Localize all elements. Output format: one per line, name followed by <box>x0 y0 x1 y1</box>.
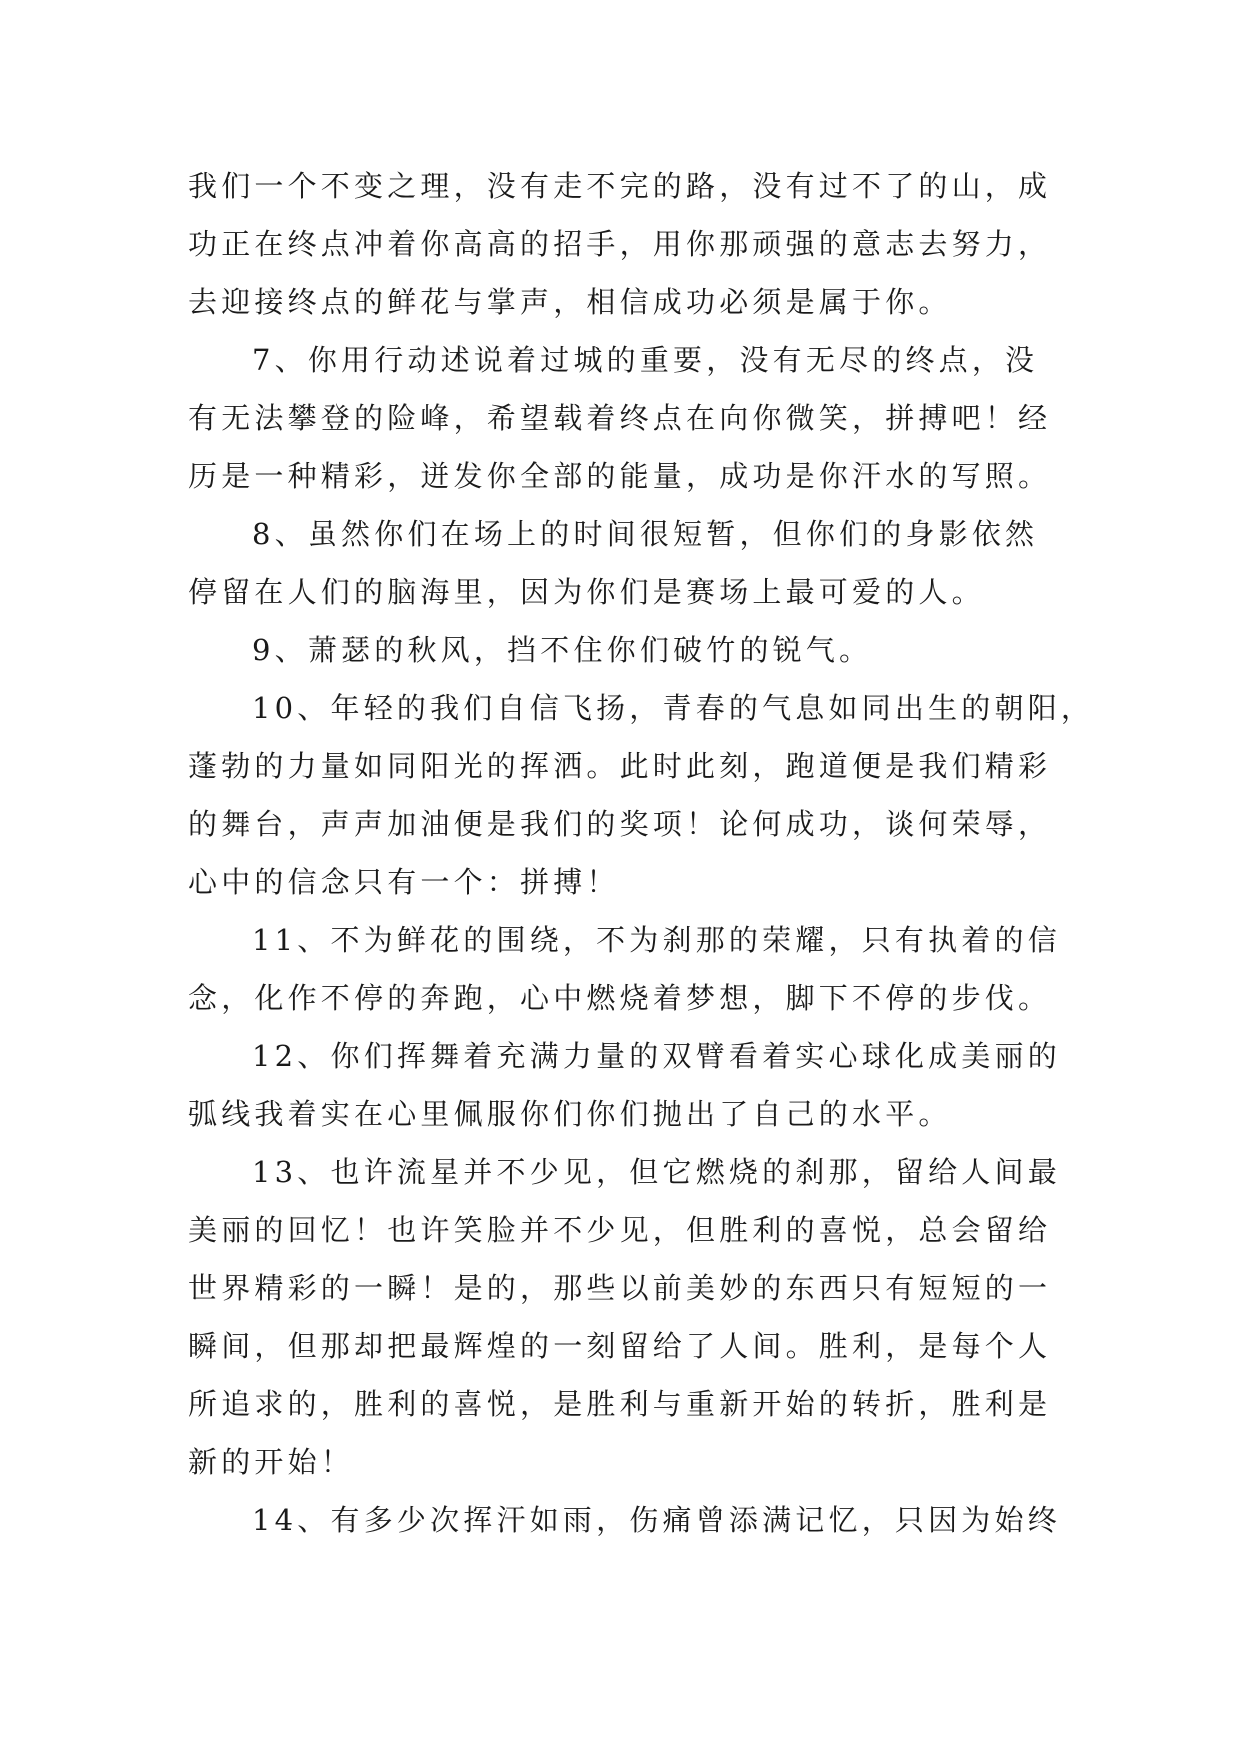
text-line: 所追求的，胜利的喜悦，是胜利与重新开始的转折，胜利是 <box>188 1387 1052 1421</box>
text-line: 历是一种精彩，迸发你全部的能量，成功是你汗水的写照。 <box>188 459 1052 493</box>
text-line: 有无法攀登的险峰，希望载着终点在向你微笑，拼搏吧！经 <box>188 401 1052 435</box>
paragraph-start-10: 10、年轻的我们自信飞扬，青春的气息如同出生的朝阳， <box>252 691 1095 725</box>
text-line: 的舞台，声声加油便是我们的奖项！论何成功，谈何荣辱， <box>188 807 1052 841</box>
paragraph-start-14: 14、有多少次挥汗如雨，伤痛曾添满记忆，只因为始终 <box>252 1503 1061 1537</box>
paragraph-start-12: 12、你们挥舞着充满力量的双臂看着实心球化成美丽的 <box>252 1039 1061 1073</box>
text-line: 瞬间，但那却把最辉煌的一刻留给了人间。胜利，是每个人 <box>188 1329 1052 1363</box>
paragraph-start-7: 7、你用行动述说着过城的重要，没有无尽的终点，没 <box>252 343 1039 377</box>
text-line: 美丽的回忆！也许笑脸并不少见，但胜利的喜悦，总会留给 <box>188 1213 1052 1247</box>
text-line: 我们一个不变之理，没有走不完的路，没有过不了的山，成 <box>188 169 1052 203</box>
paragraph-start-11: 11、不为鲜花的围绕，不为刹那的荣耀，只有执着的信 <box>252 923 1061 957</box>
text-line: 心中的信念只有一个：拼搏！ <box>188 865 620 899</box>
text-line: 新的开始！ <box>188 1445 355 1479</box>
text-line: 念，化作不停的奔跑，心中燃烧着梦想，脚下不停的步伐。 <box>188 981 1052 1015</box>
text-line: 停留在人们的脑海里，因为你们是赛场上最可爱的人。 <box>188 575 985 609</box>
paragraph-start-8: 8、虽然你们在场上的时间很短暂，但你们的身影依然 <box>252 517 1039 551</box>
text-line: 蓬勃的力量如同阳光的挥洒。此时此刻，跑道便是我们精彩 <box>188 749 1052 783</box>
text-line: 世界精彩的一瞬！是的，那些以前美妙的东西只有短短的一 <box>188 1271 1052 1305</box>
text-line: 去迎接终点的鲜花与掌声，相信成功必须是属于你。 <box>188 285 952 319</box>
paragraph-start-13: 13、也许流星并不少见，但它燃烧的刹那，留给人间最 <box>252 1155 1061 1189</box>
paragraph-start-9: 9、萧瑟的秋风，挡不住你们破竹的锐气。 <box>252 633 873 667</box>
document-body <box>188 157 1095 1549</box>
text-line: 弧线我着实在心里佩服你们你们抛出了自己的水平。 <box>188 1097 952 1131</box>
text-line: 功正在终点冲着你高高的招手，用你那顽强的意志去努力， <box>188 227 1052 261</box>
